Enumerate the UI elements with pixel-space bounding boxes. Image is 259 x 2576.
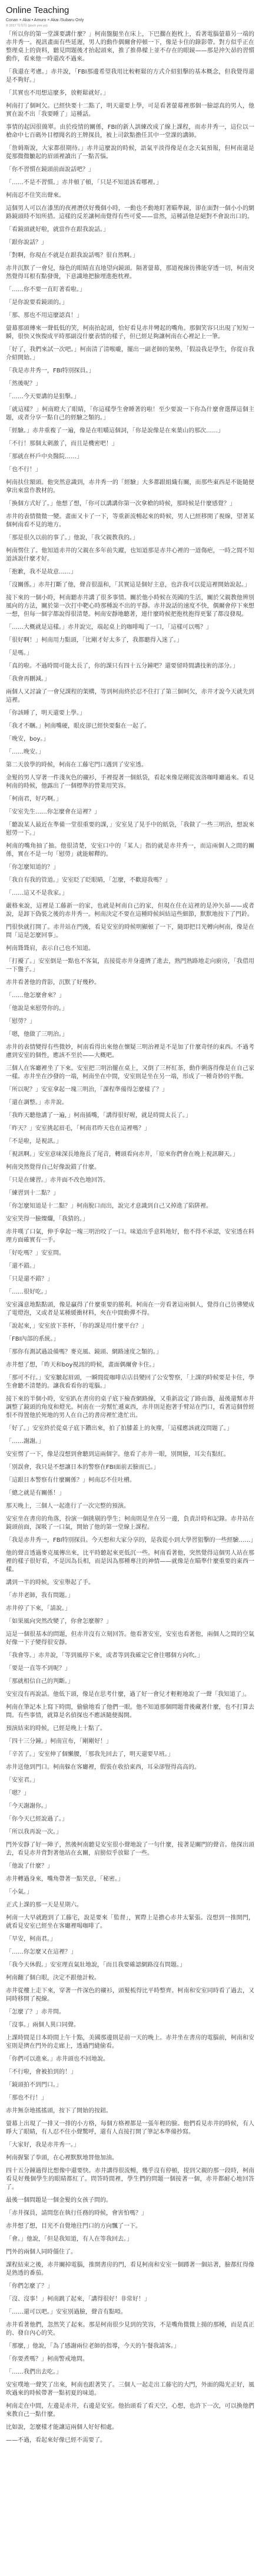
story-paragraph: 「總之就是有關係！」 xyxy=(6,1490,65,1497)
story-paragraph: 「打擾了。」安室倒是一點也不客氣，直接從赤井身邊擠了進去，熟門熟路地走向廚房，「我借用一下盤子。」 xyxy=(6,958,254,973)
story-paragraph: 那天晚上，三個人一起進行了一次完整的預演。 xyxy=(6,1503,130,1509)
story-paragraph: 「那就相信自己的判斷。」 xyxy=(6,1678,74,1685)
story-paragraph: 「那可不行。」安室皺起眉頭，一瞬間從咖啡店店員變回了公安警察，「上課的時候要是卡住，學生會聽不清楚的。讓我看看你的電腦。」 xyxy=(6,1375,254,1389)
story-paragraph: 「會。」他說，「但是我知道，有人在等我回去。」 xyxy=(6,2236,132,2242)
story-paragraph: 「嗯，他做了三明治。」 xyxy=(6,1031,68,1038)
story-paragraph: 柯南在筆記本上寫下時間，偷偷地看了他們一眼。他不知道那個問題背後藏著什麼，也不打算去問。有些事情，就算是名偵探也不應該隨便揭開。 xyxy=(6,1704,254,1719)
story-paragraph: 「……謝謝。」 xyxy=(6,1438,44,1445)
story-paragraph: 「……我們出去吃。」 xyxy=(6,2369,62,2375)
story-paragraph: 「我昨天聽他講了一遍，」柯南插嘴，「講得很好喔，就是時間太長了。」 xyxy=(6,1112,191,1119)
story-paragraph: 三個人在客廳裡坐了下來。安室把三明治擺在桌上，又倒了三杯紅茶，動作俐落得像是在自己家一樣。赤井坐在沙發的一端，柯南坐在中間，安室則是坐在另一端，形成了一種奇妙的平衡。 xyxy=(6,1065,254,1080)
story-paragraph: 「那你有測試過設備嗎？麥克風、鏡頭、網路速度之類的。」 xyxy=(6,1349,162,1355)
story-paragraph: 「好了，我們來試一次吧。」柯南清了清喉嚨，擺出一副老師的架勢，「假設我是學生，你從自我介紹開始。」 xyxy=(6,346,254,361)
story-paragraph: 「他說是來慰勞你的。」 xyxy=(6,1005,68,1012)
story-paragraph: 「如果風向突然改變了，你會怎麼辦？」 xyxy=(6,1618,112,1625)
story-paragraph: 嚴格來說，這裡是工藤新一的家，也就是柯南自己的家，但現在住在這裡的是沖矢昴——或者說，是卸下偽裝之後的赤井秀一。柯南決定不要在這種時候糾結這些細節，默默地按下了門鈴。 xyxy=(6,903,254,918)
page-title: Online Teaching xyxy=(6,5,69,15)
story-paragraph: 「只是在練習。」赤井面不改色地回答。 xyxy=(6,1177,109,1184)
article-header xyxy=(6,0,254,28)
story-paragraph: 門外的兩個人同時僵住了。 xyxy=(6,2249,77,2255)
story-paragraph: 「換個方式好了。」他想了想，「你可以講講你第一次拿槍的時候，那時候是什麼感覺？」 xyxy=(6,501,235,507)
story-paragraph: 柯南忍不住笑出聲來。 xyxy=(6,192,65,199)
story-paragraph: 赤井沉默了一會兒，綠色的眼睛直直地望向鏡頭。隔著螢幕，那道視線彷彿能穿透一切，柯南突然覺得耳根有點發燙，下意識地把臉埋進抱枕裡。 xyxy=(6,265,254,280)
story-paragraph: 「你不習慣在鏡頭前面說話吧？」 xyxy=(6,166,94,173)
story-paragraph: 「你們可以進來。」赤井頭也不回地說。 xyxy=(6,2056,109,2062)
story-paragraph: 兩個人又討論了一會兒課程的架構，等到柯南終於忍不住打了第三個呵欠，赤井才說今天就先到這裡。 xyxy=(6,689,254,704)
story-paragraph: 柯南的嘴角抽了抽。他很清楚，安室口中的「某人」指的就是赤井秀一，而這兩個人之間的關係，實在不是一句「慰勞」就能解釋的。 xyxy=(6,843,254,858)
story-paragraph: 柯南聳聳肩，表示自己也不知道。 xyxy=(6,945,94,952)
story-paragraph: 赤井看著他們，忽然笑了起來。那是柯南很少見到的笑容，不是嘴角微微上揚的那種，而是真正的、發自內心的笑。 xyxy=(6,2322,254,2337)
story-paragraph: 事情的起因很簡單。由於疫情的關係，FBI的新人訓練改成了線上課程，而赤井秀一，這位以一槍命中七百碼外目標聞名的王牌探員，被上司欽點擔任其中一堂課的講師。 xyxy=(6,124,254,139)
story-paragraph: 「看鏡頭就好啦，就當作在跟我說話。」 xyxy=(6,226,109,233)
story-paragraph: ——不過，看起來好像已經不需要了。 xyxy=(6,2437,106,2444)
tag-line[interactable]: Conan × Akai • Amuro × Akai /Subaru Only xyxy=(6,18,84,22)
story-paragraph: 「你要煮嗎？」柯南警戒地問。 xyxy=(6,2356,88,2362)
story-paragraph: 「那麼，」他說，「為了感謝兩位老師的指導，今天的午餐我請客。」 xyxy=(6,2343,180,2350)
story-paragraph: 「所以你的第一堂課要講什麼？」柯南盤腿坐在床上，下巴擱在抱枕上，看著電腦螢幕另一端的赤井秀一。視訊畫面有些延遲，男人的動作偶爾會停頓一下，像是卡住的錄影帶。對方似乎正在整理桌上的資料，聽見問題後才抬起頭來，推了推鼻樑上並不存在的眼鏡——那是沖矢昴的習慣動作，看來他一時還改不過來。 xyxy=(6,31,254,62)
story-paragraph: 安室坐在書房的角落，扮演一個挑剔的學生；柯南則是坐在另一邊，負責計時和記錄。赤井站在鏡頭前面，深吸了一口氣，開始了他的第一堂線上課程。 xyxy=(6,1516,254,1531)
story-paragraph: 赤井轉過身來，嘴角帶著一點笑意，「秘密。」 xyxy=(6,1876,124,1882)
story-paragraph: 「安室君。」 xyxy=(6,1777,38,1784)
story-paragraph: 「是你說要看鏡頭的。」 xyxy=(6,299,68,306)
story-paragraph: 赤井看著他的背影，沉默了好幾秒。 xyxy=(6,979,100,986)
story-paragraph: 「你們怎麼了？」 xyxy=(6,2283,53,2290)
story-paragraph: 安室沒有再說話。他低下頭，像是在思考什麼，過了好一會兒才輕輕地說了一聲「我知道了」。 xyxy=(6,1691,250,1698)
story-paragraph: 「……晚安。」 xyxy=(6,749,44,755)
story-paragraph: 「我還在考慮。」赤井說，「FBI那邊希望我用比較輕鬆的方式介紹狙擊的基本概念，但我覺得還是不夠好。」 xyxy=(6,69,254,84)
story-paragraph: 「其實也不用想這麼多，放輕鬆就好。」 xyxy=(6,90,109,96)
story-paragraph: 「鏡頭拍不到門口。」 xyxy=(6,2082,62,2088)
story-paragraph: 「所以我再說一次。」 xyxy=(6,1829,62,1835)
story-paragraph: 「赤井老師，我有問題。」 xyxy=(6,1592,74,1599)
story-paragraph: 四十五分鐘過得比想像中還要快。赤井講得很流暢，幾乎沒有停頓，提到父親的那一段時，柯南看見好幾個學生的眼睛都紅了。問答時間裡，學生們的問題一個接著一個，赤井都耐心地回答了。 xyxy=(6,2168,254,2191)
story-paragraph: 「柯南君，好巧啊。」 xyxy=(6,796,62,802)
story-paragraph: 「也不行！」 xyxy=(6,466,41,473)
story-paragraph: 「嗯？」 xyxy=(6,1790,29,1797)
story-paragraph: 這是一個很基本的問題，但赤井沒有立刻回答。他看著安室，安室也看著他，兩個人之間的空氣好像一下子變得很安靜。 xyxy=(6,1631,254,1646)
story-paragraph: 「很好啊！」柯南用力點頭，「比剛才好太多了，我都聽得入迷了。」 xyxy=(6,637,182,644)
story-paragraph: 「你今天已經說過了。」 xyxy=(6,1816,68,1822)
story-paragraph: 「FBI內部的系統。」 xyxy=(6,1336,59,1342)
story-paragraph: 最後一個問題是一個金髮的女孩子問的。 xyxy=(6,2197,112,2204)
story-paragraph: 柯南突然覺得自己好像說錯了什麼。 xyxy=(6,1164,100,1171)
story-paragraph: 「……不是不習慣。」赤井頓了頓，「只是不知道該看哪裡。」 xyxy=(6,179,162,186)
story-paragraph: 「聽說某人最近在準備一堂很重要的課，」安室晃了晃手中的紙袋，「我做了一些三明治，想說來慰勞一下。」 xyxy=(6,822,254,837)
story-paragraph: 赤井嘆了口氣，伸手拿起一塊三明治咬了一口。味道出乎意料地好，他不得不承認，安室透在料理方面確實有一手。 xyxy=(6,1229,254,1244)
story-paragraph: 「那、那也不用這麼認真！」 xyxy=(6,312,82,319)
story-paragraph: 門很快就打開了。赤井站在門後，看見安室的時候明顯頓了一下，隨即把目光轉向柯南，像是在問「這是怎麼回事」。 xyxy=(6,924,254,939)
story-paragraph: 「昨天？」安室挑起眉毛，「柯南君昨天也在這裡嗎？」 xyxy=(6,1125,150,1132)
story-paragraph: 「……大概就是這樣。」赤井說完，端起桌上的咖啡喝了一口，「這樣可以嗎？」 xyxy=(6,624,212,631)
story-paragraph: 「晚安，boy。」 xyxy=(6,736,49,742)
story-paragraph: 赤井停了下來，「請說。」 xyxy=(6,1605,71,1612)
story-paragraph: 「沒、沒事！」柯南跳了起來，「講得很好！非常好！」 xyxy=(6,2296,150,2302)
story-paragraph: 安室滿意地點點頭，像是贏得了什麼重要的勝利。柯南在一旁看著這兩個人，覺得自己彷彿變成了電燈泡，又或者是某種緩衝材料，夾在中間動彈不得。 xyxy=(6,1302,254,1317)
story-paragraph: 赤井想了想，目光不自覺地往門口的方向飄了一下。 xyxy=(6,2223,141,2230)
story-paragraph: 「那是很久以前的事了。」他說，「我父親教我的。」 xyxy=(6,535,138,541)
story-paragraph: 柯南握緊了拳頭，在心裡默默地替他加油。 xyxy=(6,2155,118,2161)
story-paragraph: 「就這樣？」柯南瞪大了眼睛，「你這樣學生會睡著的啦！至少要說一下你為什麼會選擇這個主題，或者分享一點自己的經驗之類的。」 xyxy=(6,406,254,421)
story-paragraph: 「視訊啊。」安室意味深長地拖長了尾音，轉頭看向赤井，「原來你們會在晚上視訊聊天。」 xyxy=(6,1151,238,1158)
story-paragraph: 柯南愣住了。他知道赤井的父親在多年前失蹤，也知道那是赤井心裡的一道傷疤，一時之間不知道該說什麼才好。 xyxy=(6,548,254,562)
story-paragraph: 螢幕上出現了一排又一排的小方格，每個方格裡都是一張年輕的臉。他們看見赤井的時候，有人睜大了眼睛，有人忍不住小聲驚呼，還有人直接打開了筆記本準備抄寫。 xyxy=(6,2121,254,2135)
story-paragraph: 「這跟日本警察有什麼關係？」柯南忍不住吐槽。 xyxy=(6,1477,135,1484)
story-paragraph: 「他說了什麼？」 xyxy=(6,1863,53,1869)
story-paragraph: 「大家好，我是赤井秀一。」 xyxy=(6,2142,79,2148)
story-paragraph: 「……還可以吧。」安室別過臉，聲音有點啞。 xyxy=(6,2309,127,2315)
story-paragraph: 柯南打了個呵欠。已經快要十二點了，明天還要上學，可是看著螢幕裡那個一臉認真的男人，他實在說不出「我要睡了」這種話。 xyxy=(6,103,254,118)
story-paragraph: 講到一半的時候，安室舉起了手。 xyxy=(6,1579,94,1586)
story-paragraph: 柯南扶住額頭。他突然意識到，赤井秀一的「經驗」大多都跟組織有關，而那些東西是不能隨便拿出來當作教材的。 xyxy=(6,479,254,494)
story-paragraph: 「早安，柯南君。」 xyxy=(6,1936,56,1942)
story-paragraph: 「我才不睏。」柯南嘴硬，眼皮卻已經快要黏在一起了。 xyxy=(6,723,150,729)
story-paragraph: 柯南走在中間，左邊是赤井，右邊是安室。他抬頭看了看天空，心想，也許下一次，可以換他們來教自己一點什麼。 xyxy=(6,2403,254,2418)
story-paragraph: 「要是一直等不到呢？」 xyxy=(6,1665,71,1672)
story-paragraph: 門外安靜了好一陣子，然後柯南聽見安室很小聲地說了一句什麼，接著是關門的聲音。他探出頭去，看見赤井背對著他站在玄關，肩膀似乎放鬆了一些。 xyxy=(6,1842,254,1857)
story-paragraph: 「不行啦，會被拍到的！」 xyxy=(6,2069,77,2075)
story-paragraph: 「那就在杯戶中央醫院……」 xyxy=(6,454,82,460)
story-paragraph: 「怎麼了？」赤井問。 xyxy=(6,2009,65,2015)
story-paragraph: 正式上課的那一天是星期六。 xyxy=(6,1902,82,1908)
story-paragraph: 「沒關係。」赤井打斷了他，聲音很溫和，「其實這是個好主意，也許我可以從這裡開始說起。」 xyxy=(6,582,250,588)
story-paragraph: 「……很好吃。」 xyxy=(6,1289,50,1295)
story-paragraph: 「我會等。」赤井說，「等到風停下來，或者等到我確定它會往哪個方向吹。」 xyxy=(6,1652,203,1659)
story-paragraph: 這個男人可以在漆黑的夜裡潛伏好幾個小時，一動也不動地盯著瞄準鏡，卻在面對一個小小的網路鏡頭時不知所措。這樣的反差讓柯南覺得有些可愛——當然，這種話他是絕對不會說出口的。 xyxy=(6,205,254,220)
story-paragraph: 「我是赤井秀一，FBI特別探員。今天想和大家分享的，是我從小到大學習狙擊的一些經驗……」 xyxy=(6,1537,257,1544)
story-paragraph: 預演結束的時候，已經是晚上十點了。 xyxy=(6,1725,106,1732)
story-paragraph: 「不行！那個太刺激了，而且是機密吧！」 xyxy=(6,441,118,447)
story-paragraph: 「……今天要講的是狙擊。」 xyxy=(6,394,79,400)
story-paragraph: 「只是還不錯？」 xyxy=(6,1276,53,1282)
story-paragraph: 「我會再刪減。」 xyxy=(6,676,50,682)
story-paragraph: 金髮的男人穿著一件淺灰色的襯衫，手裡提著一個紙袋，看起來像是剛從波洛咖啡廳過來。看見柯南的時候，他露出了一個標準的營業用笑容。 xyxy=(6,775,254,789)
story-paragraph: 「別誤會，我只是不想讓日本的警察在FBI面前丟臉而已。」 xyxy=(6,1464,160,1471)
story-paragraph: 接下來的半個小時，安室趴在書房的桌子底下檢查網路線，又重新設定了路由器，最後還幫赤井調整了鏡頭的角度和燈光。柯南在一旁幫忙遞東西，赤井則是抱著手臂站在門口，看著這個曾經恨不得置他於死地的男人在自己的書房裡忙進忙出。 xyxy=(6,1396,254,1419)
story-paragraph: 課程結束之後，赤井關掉電腦，推開書房的門，看見柯南和安室一個蹲著一個站著，臉都紅得像是熟透的番茄。 xyxy=(6,2262,254,2277)
story-paragraph: 「然後呢？」 xyxy=(6,381,41,387)
story-paragraph: 「好吃嗎？」安室問。 xyxy=(6,1250,65,1257)
story-body xyxy=(6,31,257,2445)
story-paragraph: 「說起來，」安室放下茶杯，「你的課是用什麼平台？」 xyxy=(6,1323,147,1329)
story-paragraph: 「今天謝謝你。」 xyxy=(6,1803,50,1809)
copyright-line: © 2017 每每每 (poch yon yo) xyxy=(6,24,48,28)
story-paragraph: 比如說，怎麼樣才能讓這兩個人好好相處。 xyxy=(6,2424,118,2431)
story-paragraph: 安室笑得一臉燦爛，「我猜的。」 xyxy=(6,1216,88,1222)
story-paragraph: 「跟你說話？」 xyxy=(6,239,47,246)
story-paragraph: 「練習到十二點？」 xyxy=(6,1190,59,1197)
story-paragraph: 「慰勞？」 xyxy=(6,1018,35,1025)
story-paragraph: 上課時間是日本時間上午十點，美國那邊則是前一天的晚上。赤井坐在書房的電腦前，柯南和安室則是擠在門外的走廊上，透過門縫偷看。 xyxy=(6,2035,254,2050)
story-paragraph: 安室噗地一聲笑了出來，柯南也跟著笑了。三個人一起走出工藤宅的大門，外面的陽光正好，風吹過來的時候帶著一點初夏的味道。 xyxy=(6,2382,254,2397)
story-paragraph: 「安室先生……你怎麼會在這裡？」 xyxy=(6,809,100,815)
story-paragraph: 「四十三分鐘。」柯南宣布，「剛剛好！」 xyxy=(6,1738,112,1745)
story-paragraph: 他的聲音透過麥克風傳出來，比平時聽起來更低沉一些。柯南看著他，突然覺得這個男人站在那裡的樣子很好看，不是因為長相，而是因為那種專注的神情——就像是在瞄準什麼重要的東西一樣。 xyxy=(6,1550,254,1573)
story-paragraph: 「我今天休假。」安室理直氣壯地說，「而且我要確認網路沒有問題。」 xyxy=(6,1962,185,1968)
story-paragraph: 「我自有我的管道。」安室眨了眨眼睛，「怎麼，不歡迎我嗎？」 xyxy=(6,877,171,884)
story-paragraph: 柯南翻了個白眼，決定不跟他計較。 xyxy=(6,1975,100,1981)
story-paragraph: 「我是赤井秀一，FBI特別探員。」 xyxy=(6,368,95,374)
story-paragraph: 「你怎麼知道的？」 xyxy=(6,864,59,871)
story-paragraph: 赤井的表情微微一變。畫面又卡了一下，等重新流暢起來的時候，男人已經移開了視線，望著某個柯南看不見的地方。 xyxy=(6,514,254,528)
story-paragraph: 「……這又不是我家。」 xyxy=(6,890,68,897)
story-paragraph: 赤井無奈地搖搖頭，按下了開始的按鈕。 xyxy=(6,2108,112,2114)
story-paragraph: 「那也不行！」 xyxy=(6,2095,47,2101)
story-paragraph: 「你該睡了，明天還要上學。」 xyxy=(6,710,85,717)
story-paragraph: 「辛苦了。」安室伸了個懶腰，「那我先回去了，明天還要早班。」 xyxy=(6,1751,174,1758)
story-paragraph: 「沒事。」兩個人異口同聲。 xyxy=(6,2022,79,2028)
story-paragraph: 赤井送他到門口。柯南躲在客廳裡，假裝在收拾東西，耳朵卻豎得高高的。 xyxy=(6,1764,200,1771)
story-paragraph: 「抱歉，我不是故意……」 xyxy=(6,569,77,575)
story-paragraph: 「詹姆斯說，大家都很期待。」赤井這麼說的時候，語氣平淡得像是在念天氣預報，但柯南還是從那微微皺起的眉頭裡讀出了一點苦惱。 xyxy=(6,145,254,160)
story-paragraph: 「……你不要一直盯著看啦。」 xyxy=(6,286,85,293)
story-paragraph: 「真的啦。不過時間可能太長了，你的課只有四十五分鐘吧？還要留時間講技術的部分。」 xyxy=(6,663,238,669)
story-paragraph: 「是嗎。」 xyxy=(6,650,32,657)
story-paragraph: 「……你怎麼又在這裡？」 xyxy=(6,1949,77,1955)
story-paragraph: 赤井從樓上走下來，穿著一件深色的襯衫，頭髮梳得比平時整齊。柯南和安室同時看了過去，又同時移開了視線。 xyxy=(6,1988,254,2002)
story-paragraph: 赤井的表情變得有些微妙，柯南看得出來他在懷疑三明治裡是不是加了什麼奇怪的東西。不過考慮到安室的個性，應該不至於——大概吧。 xyxy=(6,1044,254,1059)
story-paragraph: 「……他怎麼會來？」 xyxy=(6,992,65,999)
story-paragraph: 「小氣。」 xyxy=(6,1889,32,1895)
story-paragraph: 安室愣了一下，像是沒想到會聽到這兩個字。他看了赤井一眼，別開臉，耳尖有點紅。 xyxy=(6,1451,230,1458)
story-paragraph: 柯南一大早就跑到了工藤宅，說是要來「監督」，實際上是擔心赤井太緊張。沒想到一推開門，就看見安室已經坐在客廳裡喝咖啡了。 xyxy=(6,1915,254,1929)
story-paragraph: 「還在調整。」赤井說。 xyxy=(6,1099,68,1106)
story-paragraph: 「所以呢？」安室拿起一塊三明治，「課程準備得怎麼樣了？」 xyxy=(6,1087,168,1093)
story-paragraph: 「不是啦，是視訊。」 xyxy=(6,1138,62,1145)
story-paragraph: 第二天放學的時候，柯南在工藤宅門口遇到了安室透。 xyxy=(6,762,147,768)
story-paragraph: 「好了。」安室終於從桌子底下鑽出來，拍了拍膝蓋上的灰塵，「這樣應該就沒問題了。」 xyxy=(6,1425,233,1432)
story-paragraph: 接下來的一個小時，柯南聽赤井講了很多事情。關於他小時候在英國的生活，關於父親教他辨別風向的方法，關於第一次打中靶心時那種說不出的平靜。赤井說話的速度不快，偶爾會停下來想一想，但每一個字都說得很清楚。柯南安靜地聽著，連什麼時候把抱枕抱得更緊了都沒發現。 xyxy=(6,595,254,618)
story-paragraph: 「赤井探員，請問您在執行任務的時候，會害怕嗎？」 xyxy=(6,2210,147,2217)
story-paragraph: 螢幕那頭傳來一聲低低的笑，柯南抬起頭，恰好看見赤井彎起的嘴角。那個笑容只出現了短短一瞬，很快又恢復成平時那副沒什麼表情的樣子，但已經足夠讓柯南在心裡記上一筆。 xyxy=(6,325,254,340)
story-paragraph: 「對啊，你現在不就是在跟我說話嗎？很自然啊。」 xyxy=(6,252,138,259)
story-paragraph: 「經驗。」赤井重複了一遍，像是在咀嚼這個詞，「你是說像是在來葉山的那次……」 xyxy=(6,428,224,434)
story-paragraph: 赤井想了想，「昨天和boy視訊的時候，畫面偶爾會卡住。」 xyxy=(6,1362,158,1368)
story-paragraph: 「還不錯。」 xyxy=(6,1263,38,1269)
story-paragraph: 「你怎麼知道是十二點？」柯南脫口而出，說完才意識到自己又掉進了陷阱裡。 xyxy=(6,1203,212,1209)
